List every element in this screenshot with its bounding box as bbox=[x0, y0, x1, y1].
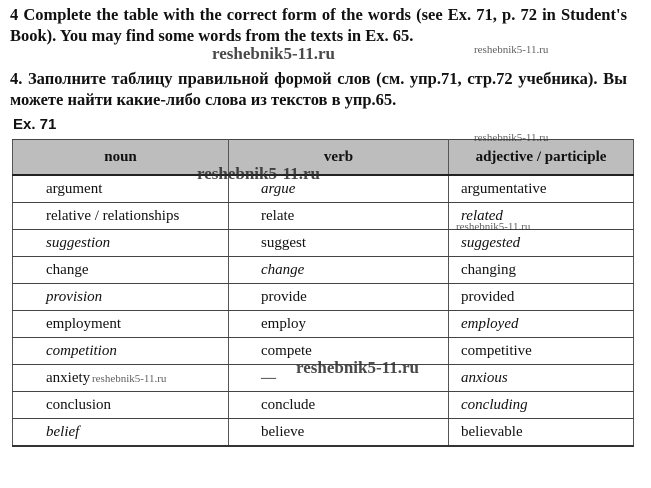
word-forms-table bbox=[12, 139, 634, 447]
cell-verb: provide bbox=[229, 284, 449, 311]
cell-adjective: related bbox=[449, 203, 634, 230]
header-noun: noun bbox=[13, 140, 229, 176]
cell-adjective: anxious bbox=[449, 365, 634, 392]
cell-verb: believe bbox=[229, 419, 449, 447]
cell-noun: change bbox=[13, 257, 229, 284]
cell-verb: relate bbox=[229, 203, 449, 230]
cell-adjective: argumentative bbox=[449, 175, 634, 203]
cell-verb: conclude bbox=[229, 392, 449, 419]
table-row bbox=[13, 392, 634, 419]
header-adjective-participle: adjective / participle bbox=[449, 140, 634, 176]
cell-noun: anxiety bbox=[13, 365, 229, 392]
table-row bbox=[13, 257, 634, 284]
watermark: reshebnik5-11.ru bbox=[296, 358, 419, 377]
watermark: reshebnik5-11.ru bbox=[212, 44, 335, 63]
table-row bbox=[13, 230, 634, 257]
cell-adjective: suggested bbox=[449, 230, 634, 257]
cell-adjective: changing bbox=[449, 257, 634, 284]
watermark: reshebnik5-11.ru bbox=[197, 164, 320, 183]
watermark: reshebnik5-11.ru bbox=[92, 373, 167, 385]
cell-verb: — bbox=[229, 365, 449, 392]
header-verb: verb bbox=[229, 140, 449, 176]
cell-adjective: competitive bbox=[449, 338, 634, 365]
cell-noun: provision bbox=[13, 284, 229, 311]
cell-verb: suggest bbox=[229, 230, 449, 257]
cell-adjective: provided bbox=[449, 284, 634, 311]
cell-verb: compete bbox=[229, 338, 449, 365]
table-row bbox=[13, 175, 634, 203]
cell-noun: belief bbox=[13, 419, 229, 447]
cell-noun: argument bbox=[13, 175, 229, 203]
watermark: reshebnik5-11.ru bbox=[474, 44, 549, 56]
cell-adjective: believable bbox=[449, 419, 634, 447]
table-row bbox=[13, 419, 634, 447]
table-row bbox=[13, 203, 634, 230]
instruction-english: 4 Complete the table with the correct form of the words (see Ex. 71, p. 72 in Student's Book). You may find some words from the texts in Ex. 65. bbox=[10, 5, 627, 45]
cell-verb: argue bbox=[229, 175, 449, 203]
cell-noun: conclusion bbox=[13, 392, 229, 419]
table-header-row bbox=[13, 140, 634, 176]
watermark: reshebnik5-11.ru bbox=[474, 132, 549, 144]
table-row bbox=[13, 311, 634, 338]
cell-noun: competition bbox=[13, 338, 229, 365]
cell-noun: suggestion bbox=[13, 230, 229, 257]
cell-adjective: employed bbox=[449, 311, 634, 338]
exercise-label: Ex. 71 bbox=[13, 116, 57, 133]
cell-verb: employ bbox=[229, 311, 449, 338]
instruction-russian: 4. Заполните таблицу правильной формой слов (см. упр.71, стр.72 учебника). Вы можете найти какие-либо слова из текстов в упр.65. bbox=[10, 69, 627, 109]
table-row bbox=[13, 284, 634, 311]
cell-verb: change bbox=[229, 257, 449, 284]
watermark: reshebnik5-11.ru bbox=[456, 221, 531, 233]
cell-noun: employment bbox=[13, 311, 229, 338]
cell-adjective: concluding bbox=[449, 392, 634, 419]
cell-noun: relative / relationships bbox=[13, 203, 229, 230]
